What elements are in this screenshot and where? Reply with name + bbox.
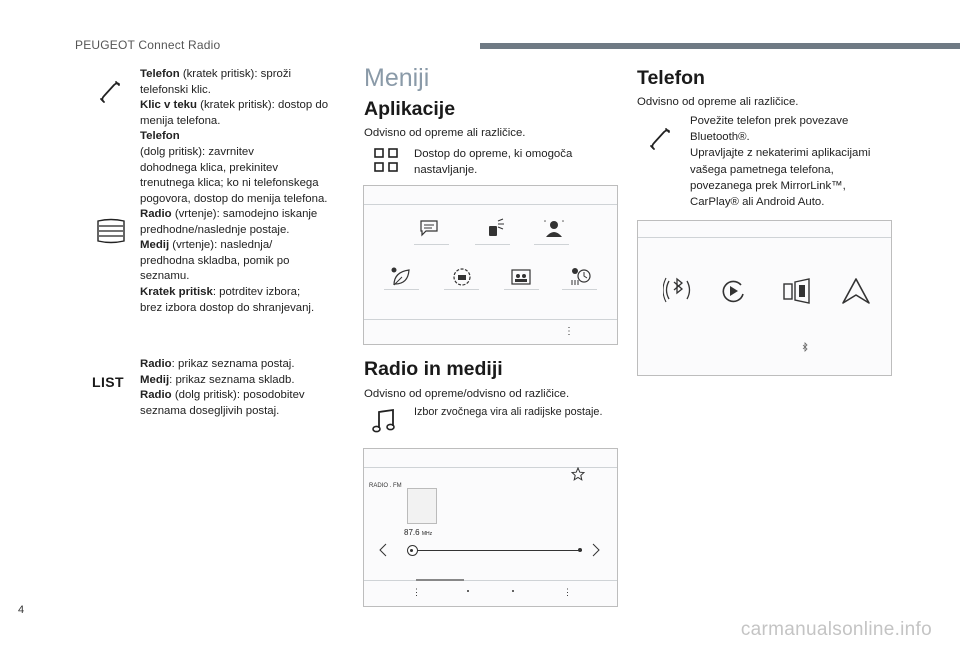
running-header: PEUGEOT Connect Radio xyxy=(75,38,221,52)
connected-device-icon[interactable] xyxy=(485,218,507,238)
apps-screen xyxy=(363,185,618,345)
camera-card-icon[interactable] xyxy=(510,267,532,287)
user-profile-icon[interactable] xyxy=(543,218,565,238)
dot-icon[interactable] xyxy=(467,590,469,592)
text-line: povezanega prek MirrorLink™, xyxy=(690,179,846,192)
radio-title: Radio in mediji xyxy=(364,358,503,380)
text-line: Bluetooth®. xyxy=(690,131,750,144)
radio-source-label: RADIO . FM xyxy=(369,483,402,489)
vehicle-settings-icon[interactable] xyxy=(451,266,473,288)
text-line: Kratek pritisk: potrditev izbora; xyxy=(140,285,301,298)
watermark: carmanualsonline.info xyxy=(740,619,932,640)
list-block xyxy=(140,357,350,419)
apps-grid-icon xyxy=(374,148,398,172)
frequency-readout: 87.6 MHz xyxy=(404,528,433,537)
phone-handset-icon xyxy=(98,80,122,104)
header-bar xyxy=(480,43,960,49)
menu-dots-icon[interactable]: ⋮ xyxy=(412,587,421,597)
apps-title: Aplikacije xyxy=(364,98,456,120)
phone-handset-icon xyxy=(648,127,672,151)
bluetooth-small-icon xyxy=(801,342,809,352)
eco-leaf-icon[interactable] xyxy=(390,266,412,288)
wheel-block xyxy=(140,207,350,316)
text-line: Radio: prikaz seznama postaj. xyxy=(140,358,295,370)
text-line: vašega pametnega telefona, xyxy=(690,163,834,176)
frequency-slider[interactable] xyxy=(406,544,582,556)
heater-timer-icon[interactable] xyxy=(569,266,593,288)
radio-item-text: Izbor zvočnega vira ali radijske postaje. xyxy=(414,406,603,418)
text-line: Medij (vrtenje): naslednja/ xyxy=(140,239,273,252)
text-line: menija telefona. xyxy=(140,114,221,127)
phone-info-text xyxy=(690,113,890,210)
mirrorlink-icon[interactable] xyxy=(782,278,812,304)
text-line: Telefon (kratek pritisk): sproži xyxy=(140,68,292,80)
section-title: Meniji xyxy=(364,64,430,92)
text-line: predhodne/naslednje postaje. xyxy=(140,223,290,236)
apps-item-text: Dostop do opreme, ki omogoča nastavljanje. xyxy=(414,148,573,176)
dot-icon[interactable] xyxy=(512,590,514,592)
text-line: Medij: prikaz seznama skladb. xyxy=(140,373,295,386)
text-line: Radio (dolg pritisk): posodobitev xyxy=(140,389,305,402)
carplay-play-icon[interactable] xyxy=(719,277,747,305)
apps-desc: Odvisno od opreme ali različice. xyxy=(364,127,526,139)
favorite-star-icon[interactable] xyxy=(571,467,585,481)
phone-screen xyxy=(637,220,892,376)
text-line: trenutnega klica; ko ni telefonskega xyxy=(140,177,319,190)
text-line: Radio (vrtenje): samodejno iskanje xyxy=(140,208,318,220)
text-line: seznamu. xyxy=(140,270,190,283)
more-dots-icon[interactable]: ⋮ xyxy=(563,587,572,597)
text-line: brez izbora dostop do shranjevanj. xyxy=(140,301,315,314)
music-note-icon xyxy=(372,408,396,434)
text-line: (dolg pritisk): zavrnitev xyxy=(140,145,254,158)
rotary-wheel-icon xyxy=(96,218,126,244)
phone-desc: Odvisno od opreme ali različice. xyxy=(637,96,799,108)
prev-station-chevron-icon[interactable] xyxy=(378,543,388,557)
next-station-chevron-icon[interactable] xyxy=(591,543,601,557)
text-line: Klic v teku (kratek pritisk): dostop do xyxy=(140,99,329,112)
phone-block xyxy=(140,67,350,207)
radio-desc: Odvisno od opreme/odvisno od različice. xyxy=(364,388,570,400)
more-options-icon[interactable]: ⋮ xyxy=(564,326,574,337)
station-artwork xyxy=(407,488,437,524)
text-line: predhodna skladba, pomik po xyxy=(140,254,290,267)
text-line: telefonski klic. xyxy=(140,83,211,96)
text-line: CarPlay® ali Android Auto. xyxy=(690,196,825,209)
android-auto-icon[interactable] xyxy=(841,277,871,305)
text-line: Upravljajte z nekaterimi aplikacijami xyxy=(690,147,871,160)
text-line: pogovora, dostop do menija telefona. xyxy=(140,192,328,205)
page-number: 4 xyxy=(18,604,25,616)
text-line: Telefon xyxy=(140,130,180,143)
text-line: seznama dosegljivih postaj. xyxy=(140,404,280,417)
sms-icon[interactable] xyxy=(419,218,441,238)
list-button-label: LIST xyxy=(92,374,124,390)
phone-title: Telefon xyxy=(637,67,705,89)
radio-screen xyxy=(363,448,618,607)
bluetooth-icon[interactable] xyxy=(663,273,693,307)
text-line: dohodnega klica, prekinitev xyxy=(140,161,279,174)
text-line: Povežite telefon prek povezave xyxy=(690,115,849,127)
